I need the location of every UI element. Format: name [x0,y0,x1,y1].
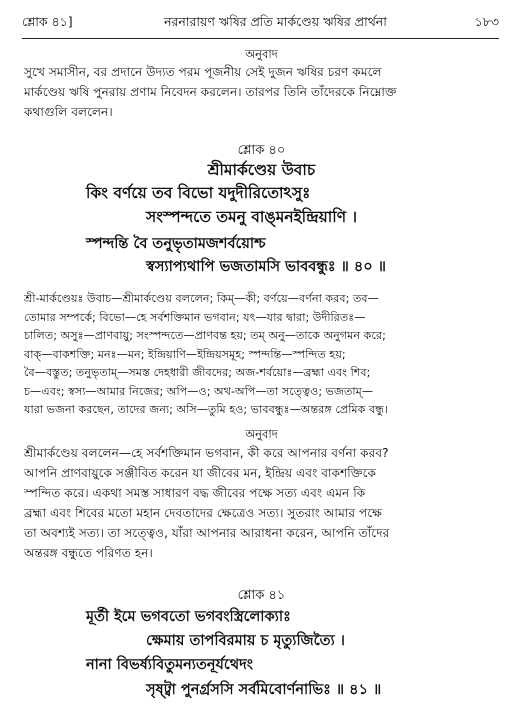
verse-41-heading: শ্লোক ৪১ [237,588,286,603]
translation-line: আপনি প্রাণবায়ুকে সঞ্জীবিত করেন যা জীবের মন, ইন্দ্রিয় এবং বাকশক্তিকে [24,466,377,480]
synonyms-line: বৈ—বস্তুত; তনুভৃতাম্—সমস্ত দেহধারী জীবদের; অজ-শর্বয়োঃ—ব্রহ্মা এবং শিব; [24,366,371,379]
translation-line: মার্কণ্ডেয় ঋষি পুনরায় প্রণাম নিবেদন করলেন। তারপর তিনি তাঁদেরকে নিম্নোক্ত [24,85,397,99]
translation-line: সুখে সমাসীন, বর প্রদানে উদ্যত পরম পূজনীয় সেই দুজন ঋষির চরণ কমলে [24,65,382,79]
synonyms-line: চালিত; অসুঃ—প্রাণবায়ু; সংস্পন্দতে—প্রাণবন্ত হয়; তম্ অনু—তাকে অনুগমন করে; [24,329,386,342]
verse-40-line-4: স্বস্যাপ্যথাপি ভজতামসি ভাববন্ধুঃ ॥ ৪০ ॥ [146,259,386,275]
verse-41-line-2: ক্ষেমায় তাপবিরমায় চ মৃত্যুজিত্যৈ । [146,633,345,649]
header-verse-ref: শ্লোক ৪১] [22,14,73,29]
synonyms-line: তোমার সম্পর্কে; বিভো—হে সর্বশক্তিমান ভগবান; যৎ—যার দ্বারা; উদীরিতঃ— [24,310,366,324]
verse-41-line-3: নানা বিভর্ষ্যবিতুমন্যতনূর্যথেদং [86,657,253,673]
verse-40-heading: শ্লোক ৪০ [237,143,286,158]
verse-40-line-2: সংস্পন্দতে তমনু বাঙ্‌মনইন্দ্রিয়াণি । [146,208,358,226]
verse-40-line-1: কিং বর্ণয়ে তব বিভো যদুদীরিতোঽসুঃ [86,184,311,202]
verse-41-line-4: সৃষ্ট্বা পুনর্গ্রসসি সর্বমিবোর্ণনাভিঃ ॥ ৪১ ॥ [146,682,382,698]
translation-line: অন্তরঙ্গ বন্ধুতে পরিণত হন। [24,546,153,560]
synonyms-line: বাক্—বাকশক্তি; মনঃ—মন; ইন্দ্রিয়াণি—ইন্দ্রিয়সমূহ; স্পন্দন্তি—স্পন্দিত হয়; [24,347,346,361]
synonyms-paragraph [24,290,499,420]
translation-line: ব্রহ্মা এবং শিবের মতো মহান দেবতাদের ক্ষেত্রেও সত্য। সুতরাং আমার পক্ষে [24,506,383,520]
verse-40-line-3: স্পন্দন্তি বৈ তনুভৃতামজশর্বয়োশ্চ [86,236,266,252]
header-page-number: ১৮৩ [474,14,499,29]
synonyms-line: শ্রী-মার্কণ্ডেয়ঃ উবাচ—শ্রীমার্কণ্ডেয় বললেন; কিম্—কী; বর্ণয়ে—বর্ণনা করব; তব— [24,292,379,305]
synonyms-line: চ—এবং; স্বস্য—আমার নিজের; অপি—ও; অথ-অপি—তা সত্ত্বেও; ভজতাম্— [24,384,374,398]
verse-41-line-1: মূর্তী ইমে ভগবতো ভগবংস্ত্রিলোক্যাঃ [86,609,291,625]
translation-40-paragraph [24,443,499,563]
header-chapter-title: নরনারায়ণ ঋষির প্রতি মার্কণ্ডেয় ঋষির প্রার্থনা [164,14,387,29]
translation-paragraph [24,62,499,122]
translation-line: শ্রীমার্কণ্ডেয় বললেন—হে সর্বশক্তিমান ভগবান, কী করে আপনার বর্ণনা করব? [24,446,389,460]
verse-40-speaker: শ্রীমার্কণ্ডেয় উবাচ [207,161,316,179]
page-header [22,14,499,39]
synonyms-line: যারা ভজনা করছেন, তাদের জন্য; অসি—তুমি হও; ভাববন্ধুঃ—অন্তরঙ্গ প্রেমিক বন্ধু। [24,403,389,416]
translation-line: স্পন্দিত করে। একথা সমস্ত সাধারণ বদ্ধ জীবের পক্ষে সত্য এবং এমন কি [24,486,366,500]
translation-heading: অনুবাদ [245,47,278,61]
translation-40-heading: অনুবাদ [245,427,278,441]
translation-line: কথাগুলি বললেন। [24,105,113,119]
translation-line: তা অবশ্যই সত্য। তা সত্ত্বেও, যাঁরা আপনার আরাধনা করেন, আপনি তাঁদের [24,526,390,540]
